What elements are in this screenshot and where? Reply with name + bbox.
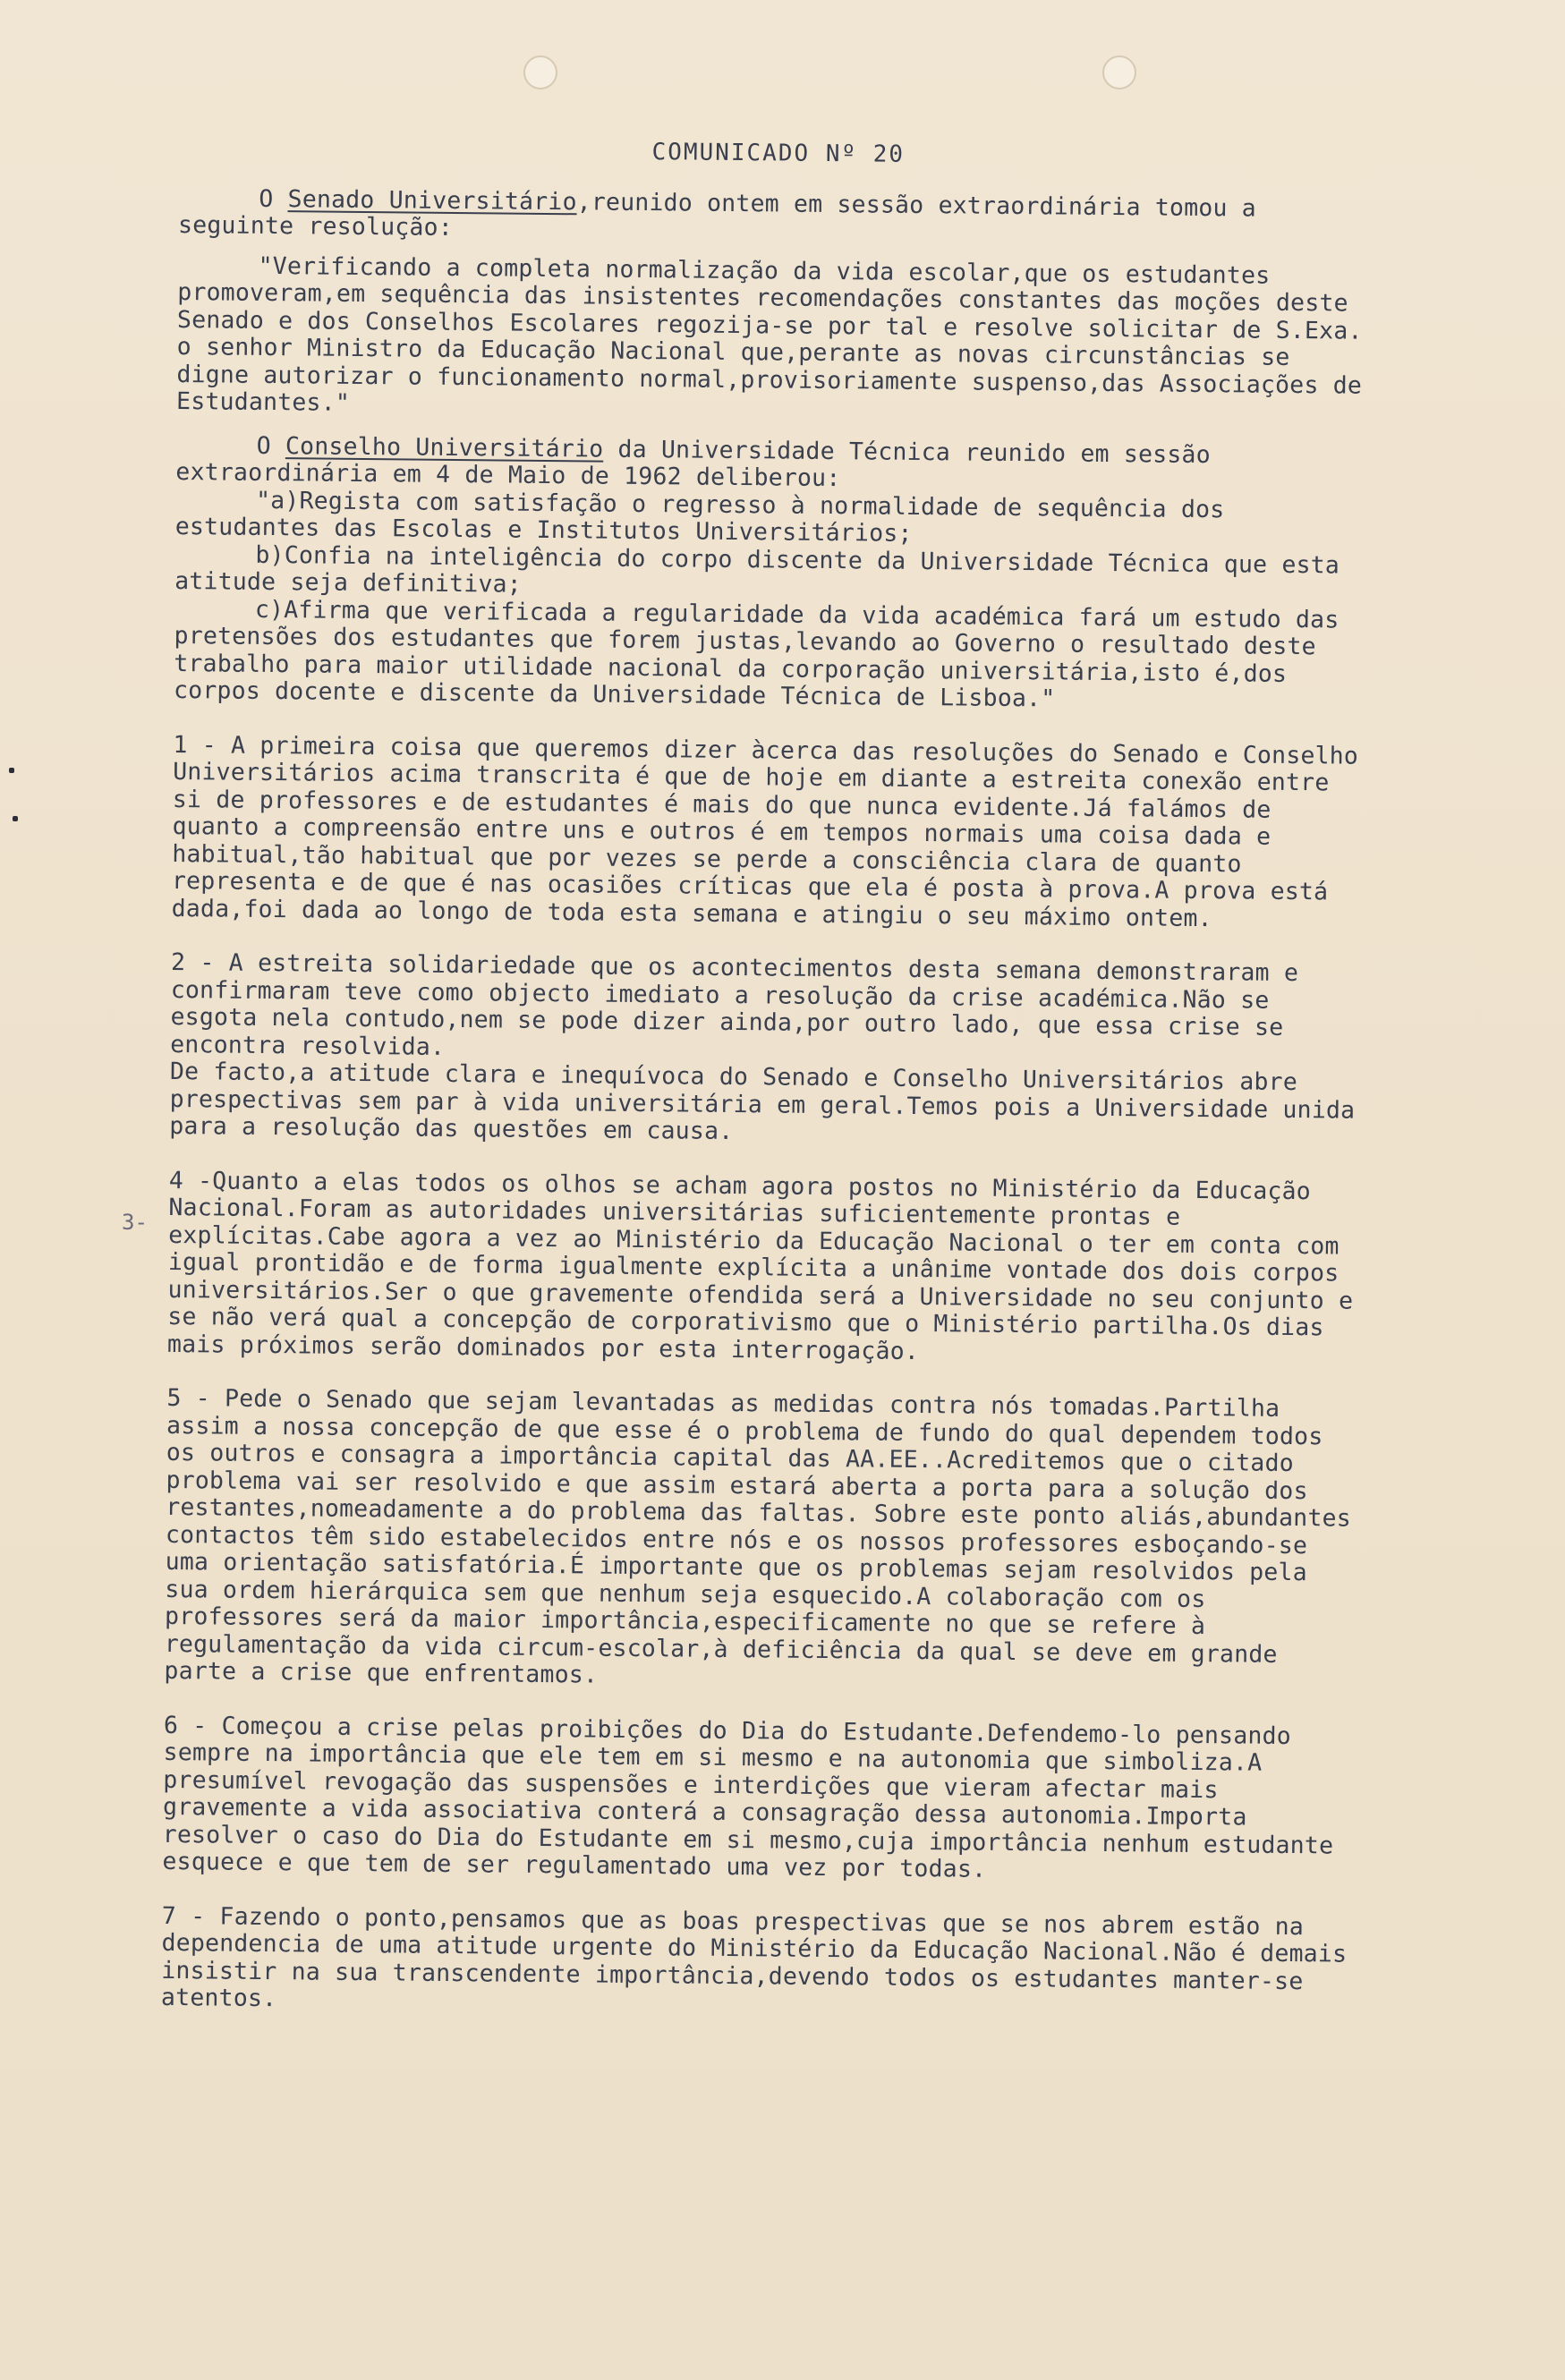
point-5: 5 - Pede o Senado que sejam levantadas as medidas contra nós tomadas.Partilha assim a nossa concepção de que esse é o problema de fundo do qual dependem todos os outros e consagra a importância capital das AA.EE..Acreditemos que o citado problema vai ser resolvido e que assim estará aberta a porta para a solução dos restantes,nomeadamente a do problema das faltas. Sobre este ponto aliás,abundantes contactos têm sido estabelecidos entre nós e os nossos professores esboçando-se uma orientação satisfatória.É importante que os problemas sejam resolvidos pela sua ordem hierárquica sem que nenhum seja esquecido.A colaboração com os professores será da maior importância,especificamente no que se refere à regulamentação da vida circum-escolar,à deficiência da qual se deve em grande parte a crise que enfrentamos. [164, 1383, 1352, 1689]
margin-dot [13, 816, 18, 821]
conselho-resolution [174, 431, 1375, 716]
margin-dot [9, 768, 14, 773]
point-2-3: 2 - A estreita solidariedade que os acontecimentos desta semana demonstraram e confirmaram teve como objecto imediato a resolução da crise académica.Não se esgota nela contudo,nem se pode dizer ainda,por outro lado, que essa crise se encontra resolvida. De facto,a atitude clara e inequívoca do Senado e Conselho Universitários abre prespectivas sem par à vida universitária em geral.Temos pois a Universidade unida para a resolução das questões em causa. [169, 948, 1356, 1145]
punch-hole-left [523, 55, 557, 89]
senado-resolution [176, 184, 1377, 427]
point-6: 6 - Começou a crise pelas proibições do Dia do Estudante.Defendemo-lo pensando sempre na importância que ele tem em si mesmo e na autonomia que simboliza.A presumível revogação das suspensões e interdições que vieram afectar mais gravemente a vida associativa conterá a consagração dessa autonomia.Importa resolver o caso do Dia do Estudante em si mesmo,cuja importância nenhum estudante esquece e que tem de ser regulamentado uma vez por todas. [162, 1711, 1334, 1883]
page-title: COMUNICADO Nº 20 [651, 139, 906, 168]
senado-name: Senado Universitário [287, 184, 577, 216]
point-4: 4 -Quanto a elas todos os olhos se acham agora postos no Ministério da Educação Nacional.Foram as autoridades universitárias suficientemente prontas e explícitas.Cabe agora a vez ao Ministério da Educação Nacional o ter em conta com igual prontidão e de forma igualmente explícita a unânime vontade dos dois corpos universitários.Ser o que gravemente ofendida será a Universidade no seu conjunto e se não verá qual a concepção de corporativismo que o Ministério partilha.Os dias mais próximos serão dominados por esta interrogação. [166, 1166, 1354, 1365]
senado-intro: O Senado Universitário,reunido ontem em sessão extraordinária tomou a seguinte resolução: [177, 184, 1257, 242]
punch-hole-right [1102, 55, 1136, 89]
typed-text [161, 134, 1378, 2050]
margin-mark: 3- [122, 1210, 148, 1235]
conselho-name: Conselho Universitário [285, 431, 604, 463]
point-1: 1 - A primeira coisa que queremos dizer àcerca das resoluções do Senado e Conselho Universitários acima transcrita é que de hoje em diante a estreita conexão entre si de professores e de estudantes é mais do que nunca evidente.Já falámos de quanto a compreensão entre uns e outros é em tempos normais uma coisa dada e habitual,tão habitual que por vezes se perde a consciência clara de quanto representa e de que é nas ocasiões críticas que ela é posta à prova.A prova está dada,foi dada ao longo de toda esta semana e atingiu o seu máximo ontem. [171, 730, 1359, 932]
senado-quote: "Verificando a completa normalização da vida escolar,que os estudantes promoveram,em sequência das insistentes recomendações constantes das moções deste Senado e dos Conselhos Escolares regozija-se por tal e resolve solicitar de S.Exa. o senhor Ministro da Educação Nacional que,perante as novas circunstâncias se digne autorizar o funcionamento normal,provisoriamente suspenso,das Associações de Estudantes." [175, 251, 1363, 417]
conselho-item-c: c)Afirma que verificada a regularidade da vida académica fará um estudo das pretensões dos estudantes que forem justas,levando ao Governo o resultado deste trabalho para maior utilidade nacional da corporação universitária,isto é,dos corpos docente e discente da Universidade Técnica de Lisboa." [173, 595, 1340, 713]
conselho-item-a: "a)Regista com satisfação o regresso à normalidade de sequência dos estudantes das Escolas e Institutos Universitários; [174, 486, 1225, 548]
conselho-intro: O Conselho Universitário da Universidade Técnica reunido em sessão extraordinária em 4 de Maio de 1962 deliberou: [175, 431, 1211, 493]
point-7: 7 - Fazendo o ponto,pensamos que as boas prespectivas que se nos abrem estão na dependencia de uma atitude urgente do Ministério da Educação Nacional.Não é demais insistir na sua transcendente importância,devendo todos os estudantes manter-se atentos. [160, 1901, 1348, 2013]
conselho-item-b: b)Confia na inteligência do corpo discente da Universidade Técnica que esta atitude seja definitiva; [174, 540, 1340, 599]
